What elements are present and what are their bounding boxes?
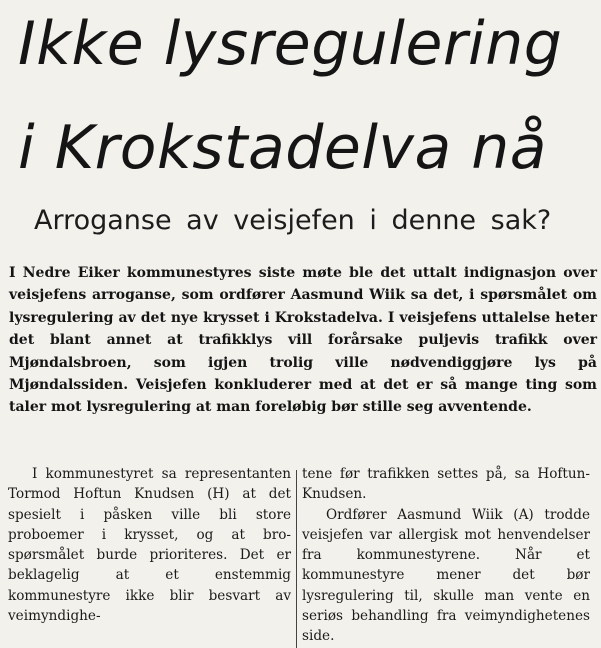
headline-line-1: Ikke lysregulering: [18, 9, 563, 79]
body-column-left: [8, 464, 291, 626]
body-paragraph: I kommunestyret sa representanten Tormod Hoftun Knudsen (H) at det spesielt i påsken ville bli store proboemer i krysset, og at bro-spørsmålet burde prioriteres. Det er beklagelig at et enstemmig kommunestyre ikke blir besvart av veimyndighe-: [8, 466, 291, 625]
lead-paragraph: I Nedre Eiker kommunestyres siste møte ble det uttalt indignasjon over veisjefens arroganse, som ordfører Aasmund Wiik sa det, i spørsmålet om lysregulering av det nye krysset i Krokstadelva. I veisjefens uttalelse heter det blant annet at trafikklys vill forårsake puljevis trafikk over Mjøndalsbroen, som igjen trolig ville nødvendiggjøre lys på Mjøndalssiden. Veisjefen konkluderer med at det er så mange ting som taler mot lysregulering at man foreløbig bør stille seg avventende.: [9, 265, 597, 416]
subheadline: Arroganse av veisjefen i denne sak?: [34, 205, 552, 236]
body-column-right: [302, 464, 590, 647]
body-paragraph: Ordfører Aasmund Wiik (A) trodde veisjefen var allergisk mot henvendelser fra kommunestyrene. Når et kommunestyre mener det bør lysregulering til, skulle man vente en seriøs behandling fra veimyndighetenes side.: [302, 506, 590, 645]
column-divider: [296, 470, 297, 648]
headline-line-2: i Krokstadelva nå: [18, 113, 548, 183]
body-paragraph-continued: tene før trafikken settes på, sa Hoftun-Knudsen.: [302, 466, 590, 503]
